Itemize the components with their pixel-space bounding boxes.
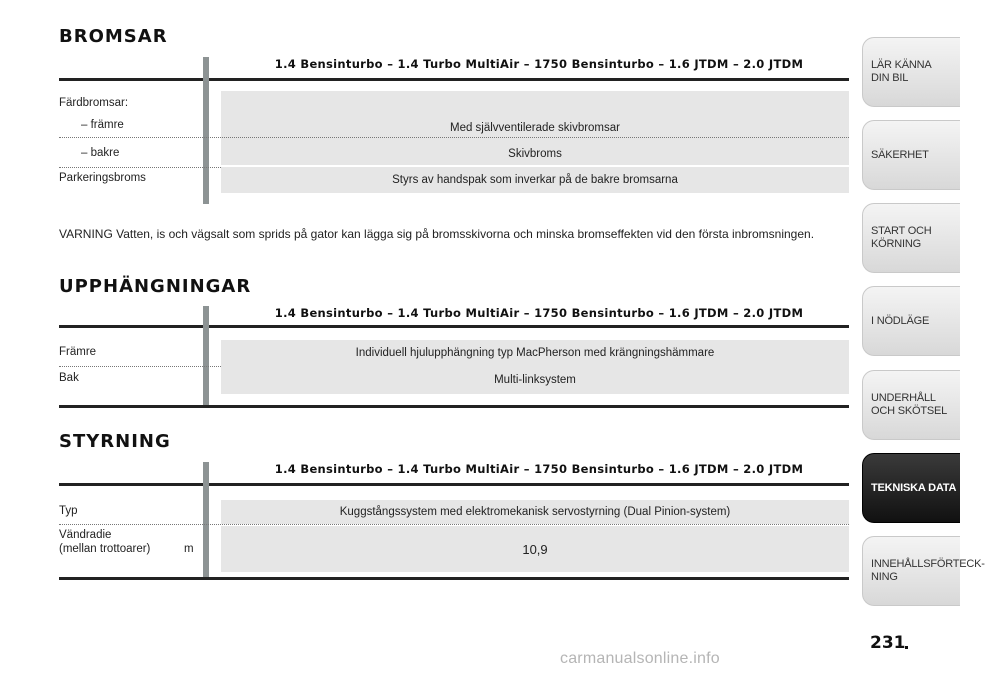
brakes-table: [59, 57, 849, 207]
table-rule: [59, 483, 849, 486]
tab-label: INNEHÅLLSFÖRTECK- NING: [871, 558, 985, 583]
unit-label: m: [184, 543, 194, 555]
table-rule: [59, 325, 849, 328]
section-title-suspension: UPPHÄNGNINGAR: [59, 276, 252, 297]
row-label: – främre: [81, 119, 124, 131]
tab-label: UNDERHÅLL OCH SKÖTSEL: [871, 392, 948, 417]
section-title-brakes: BROMSAR: [59, 26, 168, 47]
suspension-table: [59, 306, 849, 416]
row-label: Bak: [59, 372, 79, 384]
row-value: Skivbroms: [221, 143, 849, 165]
tab-label: SÄKERHET: [871, 148, 929, 161]
page-number: 231: [870, 633, 906, 653]
row-value: Styrs av handspak som inverkar på de bakre bromsarna: [221, 167, 849, 193]
tab-underhall-och-skotsel[interactable]: [862, 370, 960, 440]
tab-tekniska-data[interactable]: [862, 453, 960, 523]
table-rule: [59, 577, 849, 580]
row-separator: [59, 524, 849, 525]
tab-sakerhet[interactable]: [862, 120, 960, 190]
table-rule: [59, 78, 849, 81]
row-label: Parkeringsbroms: [59, 172, 146, 184]
chapter-sidebar: [862, 0, 985, 677]
row-label-sub: (mellan trottoarer): [59, 543, 151, 555]
row-value: 10,9: [221, 526, 849, 572]
row-label: Främre: [59, 346, 97, 358]
tab-label: START OCH KÖRNING: [871, 225, 932, 250]
model-header: 1.4 Bensinturbo – 1.4 Turbo MultiAir – 1750 Bensinturbo – 1.6 JTDM – 2.0 JTDM: [274, 57, 804, 71]
row-separator: [59, 137, 849, 138]
tab-label: I NÖDLÄGE: [871, 314, 930, 327]
model-header: 1.4 Bensinturbo – 1.4 Turbo MultiAir – 1750 Bensinturbo – 1.6 JTDM – 2.0 JTDM: [274, 306, 804, 320]
row-label: Färdbromsar:: [59, 97, 129, 109]
row-label: Vändradie: [59, 529, 112, 541]
tab-i-nodlage[interactable]: [862, 286, 960, 356]
tab-start-och-korning[interactable]: [862, 203, 960, 273]
warning-text: VARNING Vatten, is och vägsalt som sprids på gator kan lägga sig på bromsskivorna och minska bromseffekten vid den första inbromsningen.: [59, 227, 815, 241]
page-dot: [905, 646, 908, 649]
row-label: – bakre: [81, 147, 120, 159]
tab-innehallsforteckning[interactable]: [862, 536, 985, 606]
table-rule: [59, 405, 849, 408]
row-value: Kuggstångssystem med elektromekanisk servostyrning (Dual Pinion-system): [221, 500, 849, 524]
row-value: Individuell hjulupphängning typ MacPherson med krängningshämmare: [221, 340, 849, 366]
table-divider: [203, 306, 209, 406]
row-value: Multi-linksystem: [221, 366, 849, 394]
steering-table: [59, 462, 849, 587]
watermark: carmanualsonline.info: [560, 650, 720, 667]
section-title-steering: STYRNING: [59, 431, 171, 452]
model-header: 1.4 Bensinturbo – 1.4 Turbo MultiAir – 1750 Bensinturbo – 1.6 JTDM – 2.0 JTDM: [274, 462, 804, 476]
row-value: Med självventilerade skivbromsar: [221, 91, 849, 143]
tab-lar-kanna-din-bil[interactable]: [862, 37, 960, 107]
table-divider: [203, 462, 209, 579]
table-divider: [203, 57, 209, 204]
tab-label: TEKNISKA DATA: [871, 481, 957, 494]
row-label: Typ: [59, 505, 78, 517]
tab-label: LÄR KÄNNA DIN BIL: [871, 59, 932, 84]
